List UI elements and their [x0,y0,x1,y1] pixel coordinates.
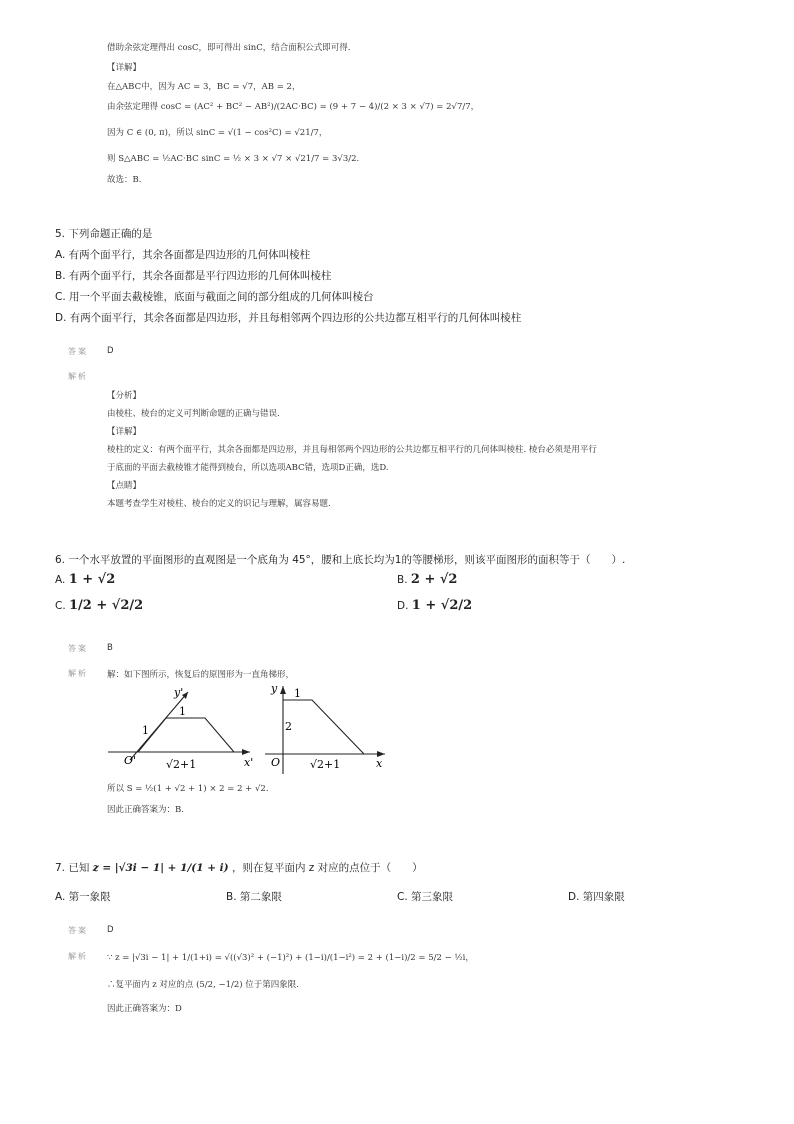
prev-line-3: 在△ABC中，因为 AC = 3，BC = √7，AB = 2， [107,82,301,92]
q7-option-d: D. 第四象限 [568,891,625,903]
q6-option-c [55,598,143,613]
left-trapezoid [138,718,234,752]
prev-line-4: 由余弦定理得 cosC = (AC² + BC² − AB²)/(2AC·BC) = (9 + 7 − 4)/(2 × 3 × √7) = 2√7/7， [107,102,480,112]
q6-option-c-value: 1/2 + √2/2 [69,598,144,613]
q7-analysis-label: 解析 [68,952,88,961]
left-side-label: 1 [142,724,149,737]
q6-analysis-label: 解析 [68,669,88,678]
q5-answer: D [107,346,114,356]
q5-option-d: D. 有两个面平行，其余各面都是四边形，并且每相邻两个四边形的公共边都互相平行的几何体叫棱柱 [55,312,522,324]
q6-option-d [397,598,472,613]
q6-option-b [397,572,457,587]
q7-option-a: A. 第一象限 [55,891,111,903]
q6-option-a-value: 1 + √2 [68,572,116,587]
left-y-label: y' [174,686,184,699]
q7-stem-expression: z = |√3i − 1| + 1/(1 + i) [92,862,229,874]
q6-solution-3: 因此正确答案为：B. [107,805,184,815]
q7-answer-label: 答案 [68,926,88,935]
q5-answer-label: 答案 [68,347,88,356]
q5-analysis-2: 由棱柱、棱台的定义可判断命题的正确与错误. [107,409,280,419]
q5-option-a: A. 有两个面平行，其余各面都是四边形的几何体叫棱柱 [55,249,311,261]
q6-option-d-value: 1 + √2/2 [411,598,473,613]
q7-stem [55,860,423,875]
prev-line-1: 借助余弦定理得出 cosC，即可得出 sinC，结合面积公式即可得. [107,43,351,53]
q7-option-b: B. 第二象限 [226,891,282,903]
q5-stem: 5. 下列命题正确的是 [55,228,153,240]
prev-line-7: 故选：B. [107,175,142,185]
prev-line-2: 【详解】 [107,63,142,73]
q5-analysis-7: 本题考查学生对棱柱、棱台的定义的识记与理解，属容易题. [107,499,331,509]
right-x-label: x [376,757,383,770]
q6-option-a [55,572,115,587]
q7-solution-2: ∴复平面内 z 对应的点 (5/2, −1/2) 位于第四象限. [107,980,300,990]
q7-stem-suffix: ，则在复平面内 z 对应的点位于（ ） [231,862,423,874]
q7-solution-1: ∵ z = |√3i − 1| + 1/(1+i) = √((√3)² + (−1)²) + (1−i)/(1−i²) = 2 + (1−i)/2 = 5/2 − ½i， [107,953,474,963]
q7-option-c: C. 第三象限 [397,891,454,903]
left-x-arrow [242,749,250,755]
q7-solution-3: 因此正确答案为：D [107,1004,182,1014]
q5-analysis-1: 【分析】 [107,391,142,401]
oblique-view-figure [108,692,250,760]
right-trapezoid [283,700,364,754]
right-origin-label: O [271,756,281,769]
right-height-label: 2 [285,720,292,733]
q6-answer: B [107,643,113,653]
q5-analysis-3: 【详解】 [107,427,142,437]
left-origin-label: O' [124,754,137,767]
q6-answer-label: 答案 [68,644,88,653]
q5-analysis-4: 棱柱的定义：有两个面平行，其余各面都是四边形，并且每相邻两个四边形的公共边都互相平行的几何体叫棱柱. 棱台必须是用平行 [107,445,597,455]
q7-stem-prefix: 7. 已知 [55,862,90,874]
prev-line-6: 则 S△ABC = ½AC·BC sinC = ½ × 3 × √7 × √21/7 = 3√3/2. [107,154,360,164]
q5-analysis-6: 【点睛】 [107,481,142,491]
right-base-label: √2+1 [310,758,341,771]
left-base-label: √2+1 [166,758,197,771]
q6-option-b-label: B. [397,574,408,586]
q6-option-a-label: A. [55,574,66,586]
q5-analysis-label: 解析 [68,372,88,381]
q6-option-c-label: C. [55,600,66,612]
q6-option-d-label: D. [397,600,409,612]
q6-option-b-value: 2 + √2 [410,572,458,587]
right-y-label: y [271,682,278,695]
q6-stem: 6. 一个水平放置的平面图形的直观图是一个底角为 45°，腰和上底长均为1的等腰梯形，则该平面图形的面积等于（ ）. [55,554,626,566]
q5-analysis-5: 于底面的平面去截棱锥才能得到棱台，所以选项ABC错，选项D正确，选D. [107,463,389,473]
left-top-label: 1 [179,705,186,718]
left-x-label: x' [244,756,254,769]
q5-option-b: B. 有两个面平行，其余各面都是平行四边形的几何体叫棱柱 [55,270,332,282]
q6-figure [100,682,400,778]
right-y-arrow [280,686,286,694]
q7-answer: D [107,925,114,935]
q5-option-c: C. 用一个平面去截棱锥，底面与截面之间的部分组成的几何体叫棱台 [55,291,374,303]
right-top-label: 1 [294,687,301,700]
q6-solution-1: 解：如下图所示，恢复后的原图形为一直角梯形， [107,670,295,680]
q6-solution-2: 所以 S = ½(1 + √2 + 1) × 2 = 2 + √2. [107,784,269,794]
prev-line-5: 因为 C ∈ (0, π)，所以 sinC = √(1 − cos²C) = √21/7， [107,128,328,138]
